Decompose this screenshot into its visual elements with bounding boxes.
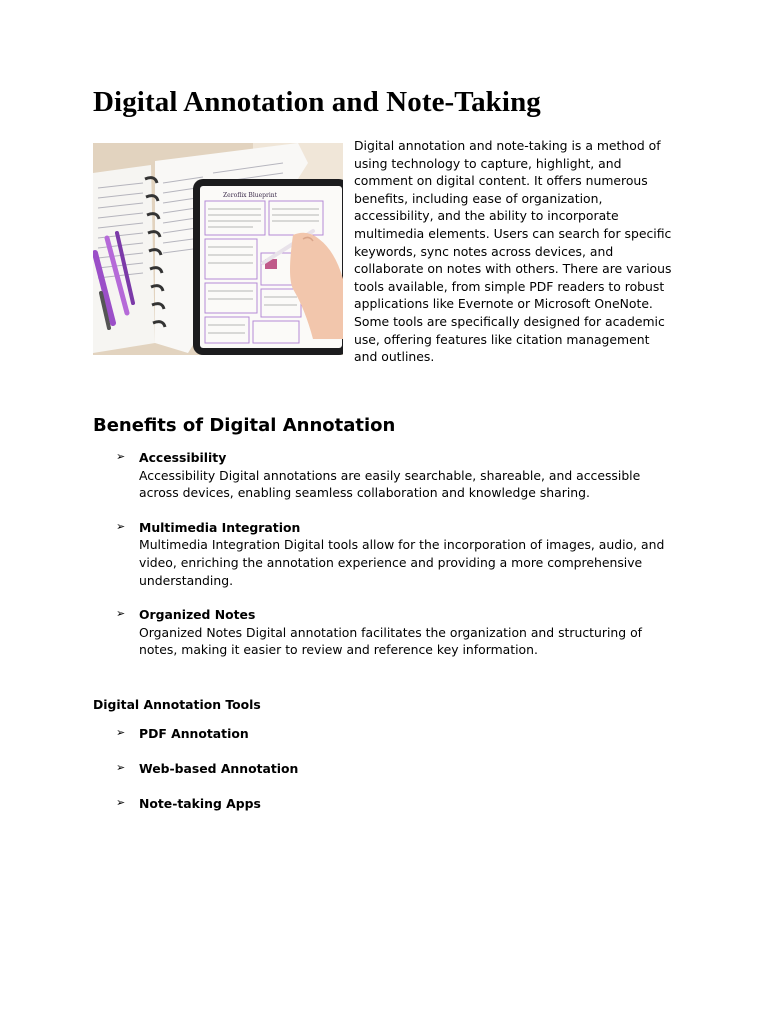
- tool-title: Web-based Annotation: [139, 761, 299, 776]
- benefits-list: [93, 449, 683, 676]
- tablet-heading: Zeroflix Blueprint: [223, 192, 278, 199]
- benefit-description: Multimedia Integration Digital tools allow for the incorporation of images, audio, and video, enriching the annotation experience and providing a more comprehensive understanding.: [139, 537, 665, 588]
- benefit-title: Accessibility: [139, 450, 227, 465]
- note-taking-illustration: [93, 143, 343, 355]
- list-item: [93, 606, 683, 659]
- tool-title: Note-taking Apps: [139, 796, 261, 811]
- tools-list: [93, 725, 493, 830]
- tools-heading: Digital Annotation Tools: [93, 697, 261, 712]
- list-item: [93, 725, 493, 760]
- arrow-bullet-icon: ➢: [116, 761, 126, 774]
- intro-paragraph: Digital annotation and note-taking is a method of using technology to capture, highlight, and comment on digital content. It offers numerous benefits, including ease of organization, accessibility, and the ability to incorporate multimedia elements. Users can search for specific keywords, sync notes across devices, and collaborate on notes with others. There are various tools available, from simple PDF readers to robust applications like Evernote or Microsoft OneNote. Some tools are specifically designed for academic use, offering features like citation management and outlines.: [354, 138, 672, 365]
- arrow-bullet-icon: ➢: [116, 796, 126, 809]
- note-taking-photo: [93, 143, 343, 355]
- list-item: [93, 795, 493, 830]
- benefit-description: Accessibility Digital annotations are easily searchable, shareable, and accessible across devices, enabling seamless collaboration and knowledge sharing.: [139, 467, 641, 501]
- arrow-bullet-icon: ➢: [116, 726, 126, 739]
- benefits-heading: Benefits of Digital Annotation: [93, 415, 396, 436]
- arrow-bullet-icon: ➢: [116, 607, 126, 621]
- list-item: [93, 760, 493, 795]
- arrow-bullet-icon: ➢: [116, 450, 126, 463]
- list-item: [93, 449, 683, 502]
- document-title: Digital Annotation and Note-Taking: [93, 86, 541, 118]
- list-item: [93, 519, 683, 589]
- tool-title: PDF Annotation: [139, 726, 249, 741]
- benefit-title: Multimedia Integration: [139, 519, 301, 535]
- benefit-description: Organized Notes Digital annotation facilitates the organization and structuring of notes, making it easier to review and reference key information.: [139, 624, 643, 658]
- benefit-title: Organized Notes: [139, 607, 256, 623]
- arrow-bullet-icon: ➢: [116, 519, 126, 533]
